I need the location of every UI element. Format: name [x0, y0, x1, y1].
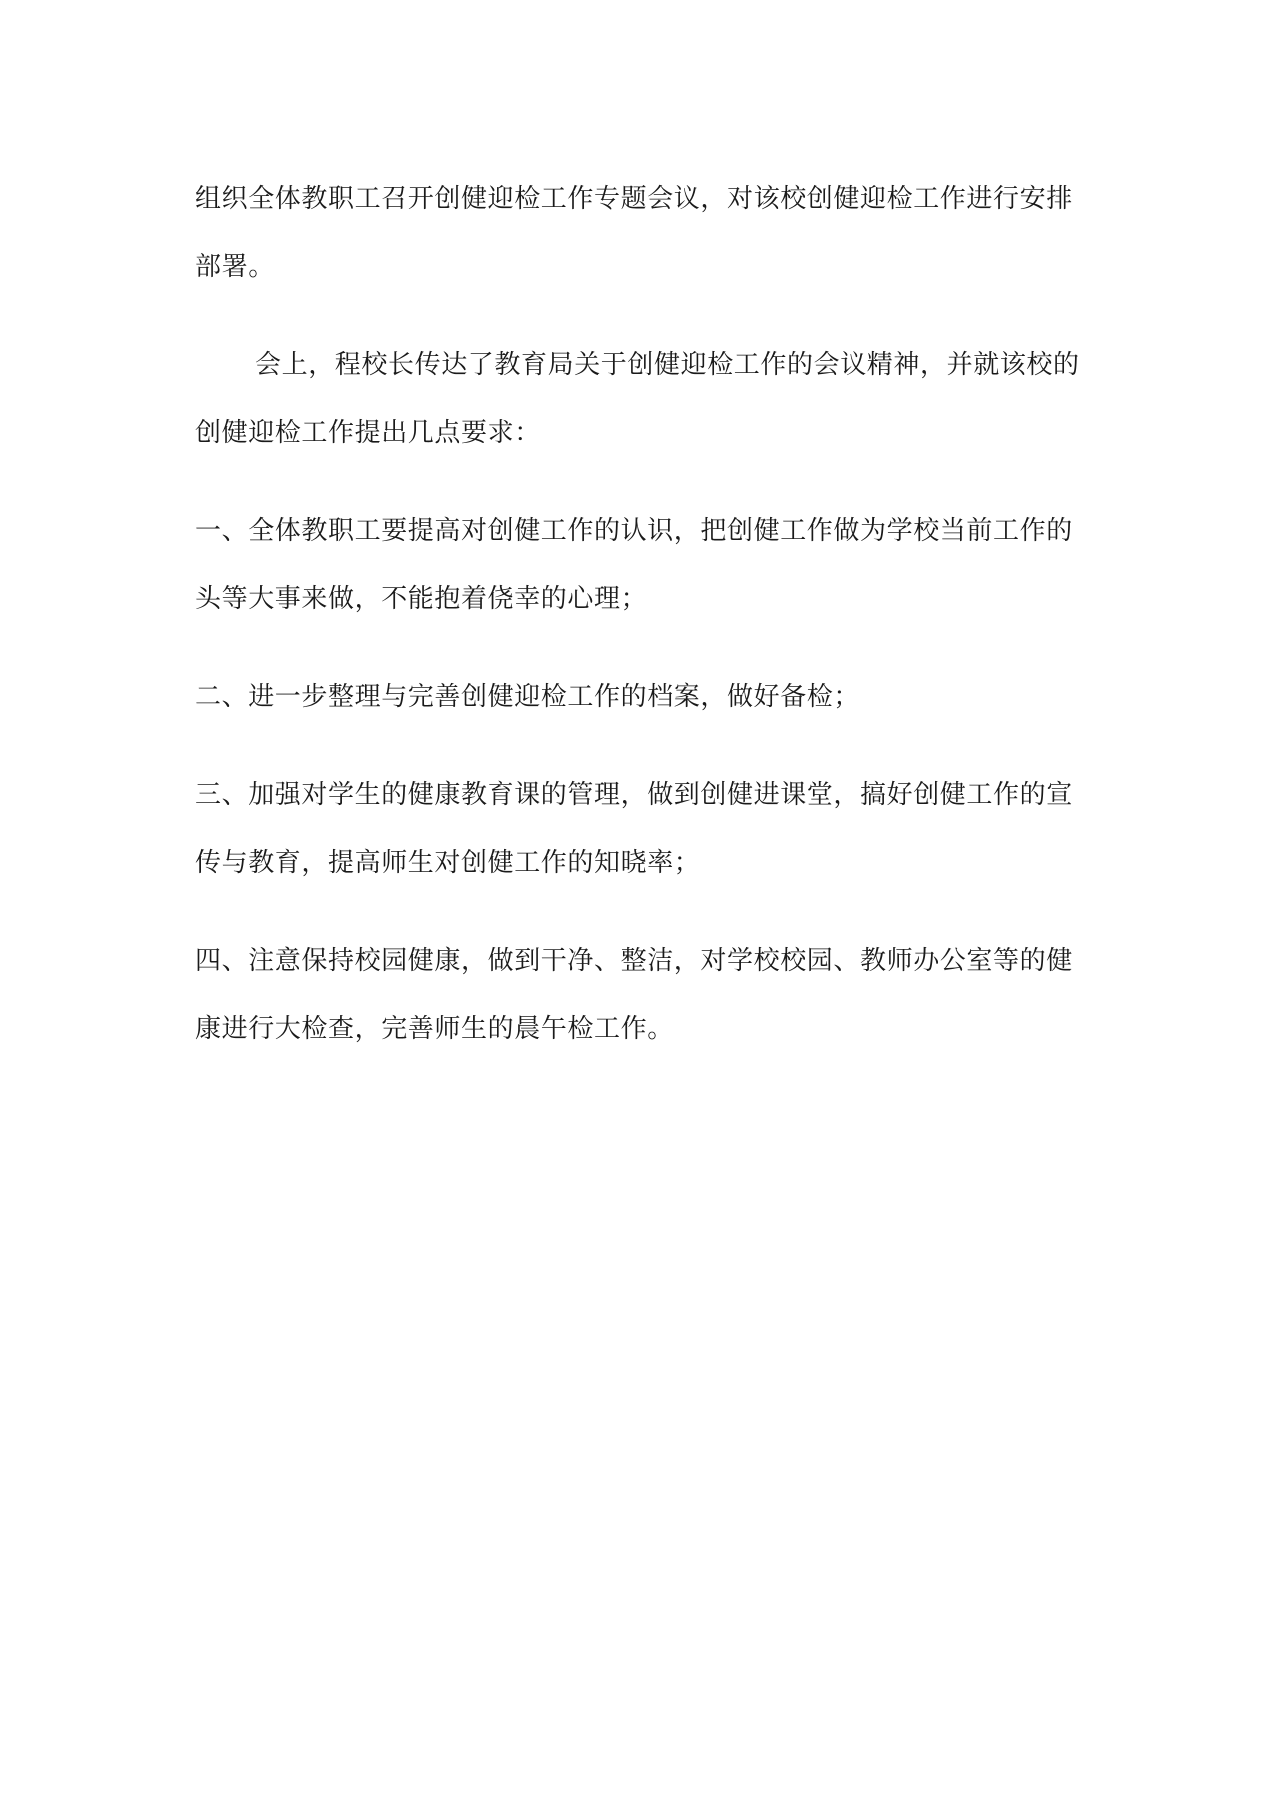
paragraph-intro: 组织全体教职工召开创健迎检工作专题会议，对该校创健迎检工作进行安排部署。: [195, 184, 1073, 282]
paragraph-meeting: 会上，程校长传达了教育局关于创健迎检工作的会议精神，并就该校的创健迎检工作提出几点要求：: [195, 350, 1080, 448]
paragraph-item-2: 二、进一步整理与完善创健迎检工作的档案，做好备检；: [195, 682, 861, 712]
paragraph-item-4: 四、注意保持校园健康，做到干净、整洁，对学校校园、教师办公室等的健康进行大检查，完善师生的晨午检工作。: [195, 946, 1073, 1044]
document-body: [195, 165, 1095, 1093]
paragraph-item-3: 三、加强对学生的健康教育课的管理，做到创健进课堂，搞好创健工作的宣传与教育，提高师生对创健工作的知晓率；: [195, 780, 1073, 878]
paragraph-item-1: 一、全体教职工要提高对创健工作的认识，把创健工作做为学校当前工作的头等大事来做，不能抱着侥幸的心理；: [195, 516, 1073, 614]
